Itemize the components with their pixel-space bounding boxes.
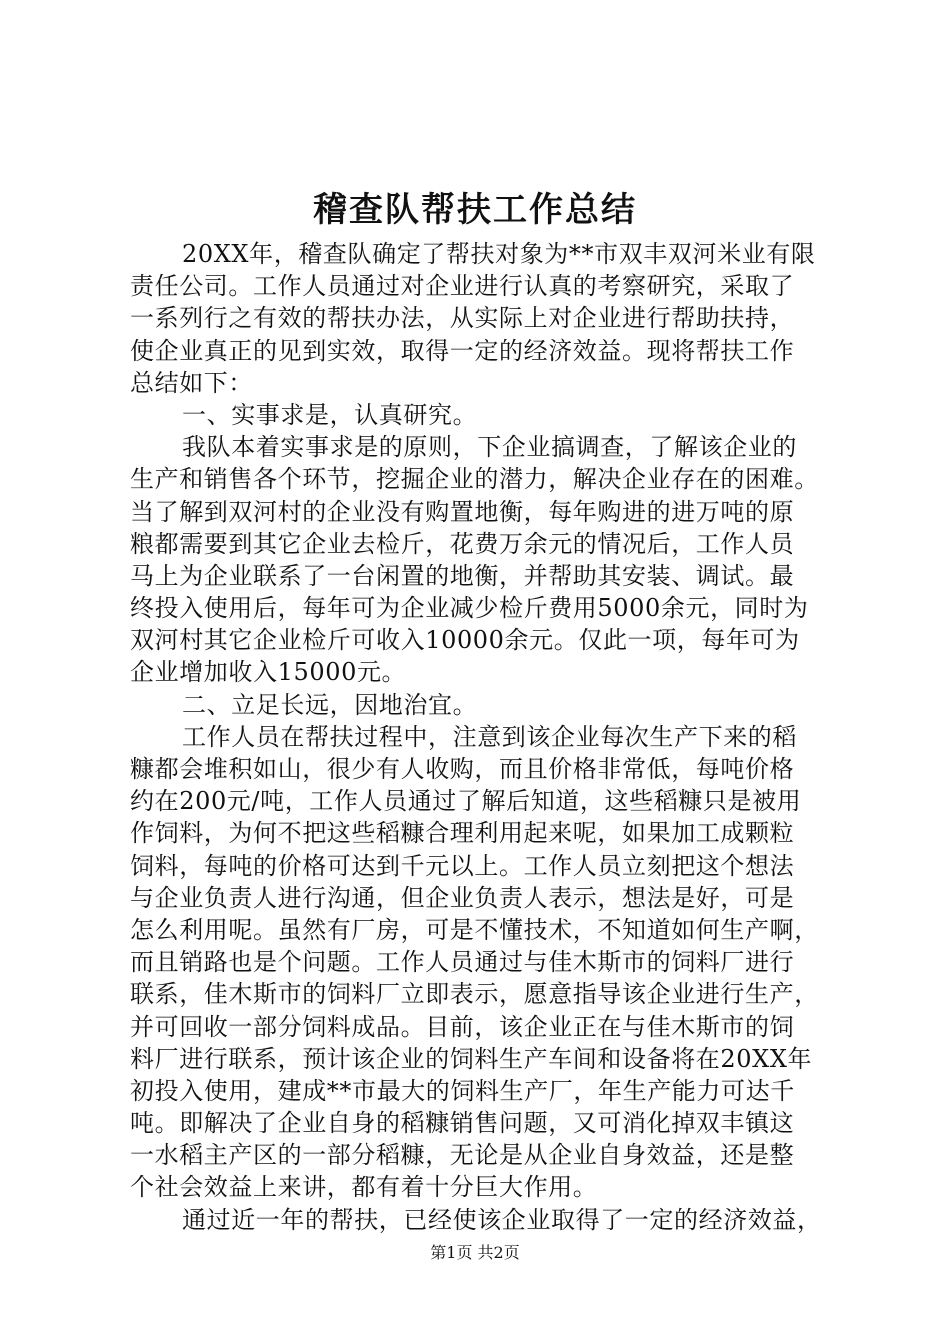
text-line: 使企业真正的见到实效，取得一定的经济效益。现将帮扶工作 bbox=[130, 336, 795, 365]
page-footer: 第1页 共2页 bbox=[430, 1243, 520, 1262]
text-line: 并可回收一部分饲料成品。目前，该企业正在与佳木斯市的饲 bbox=[130, 1012, 795, 1041]
text-line: 初投入使用，建成**市最大的饲料生产厂，年生产能力可达千 bbox=[130, 1076, 795, 1105]
text-line: 而且销路也是个问题。工作人员通过与佳木斯市的饲料厂进行 bbox=[130, 948, 795, 977]
text-line: 作饲料，为何不把这些稻糠合理利用起来呢，如果加工成颗粒 bbox=[130, 819, 795, 848]
text-line: 个社会效益上来讲，都有着十分巨大作用。 bbox=[130, 1173, 598, 1202]
text-line: 联系，佳木斯市的饲料厂立即表示，愿意指导该企业进行生产， bbox=[130, 980, 819, 1009]
text-line: 一水稻主产区的一部分稻糠，无论是从企业自身效益，还是整 bbox=[130, 1141, 795, 1170]
text-line: 粮都需要到其它企业去检斤，花费万余元的情况后，工作人员 bbox=[130, 529, 795, 558]
text-line: 怎么利用呢。虽然有厂房，可是不懂技术，不知道如何生产啊， bbox=[130, 915, 819, 944]
text-line: 马上为企业联系了一台闲置的地衡，并帮助其安装、调试。最 bbox=[130, 561, 795, 590]
document-body bbox=[130, 238, 836, 1236]
text-line: 企业增加收入15000元。 bbox=[130, 658, 407, 687]
text-line: 约在200元/吨，工作人员通过了解后知道，这些稻糠只是被用 bbox=[130, 787, 802, 816]
text-line: 糠都会堆积如山，很少有人收购，而且价格非常低，每吨价格 bbox=[130, 755, 795, 783]
text-line: 总结如下： bbox=[130, 368, 253, 397]
section-heading: 一、实事求是，认真研究。 bbox=[182, 400, 478, 429]
text-line: 饲料，每吨的价格可达到千元以上。工作人员立刻把这个想法 bbox=[130, 851, 795, 880]
text-line: 20XX年，稽查队确定了帮扶对象为**市双丰双河米业有限 bbox=[182, 240, 816, 268]
text-line: 生产和销售各个环节，挖掘企业的潜力，解决企业存在的困难。 bbox=[130, 465, 819, 494]
text-line: 料厂进行联系，预计该企业的饲料生产车间和设备将在20XX年 bbox=[130, 1044, 813, 1073]
text-line: 与企业负责人进行沟通，但企业负责人表示，想法是好，可是 bbox=[130, 883, 795, 912]
text-line: 工作人员在帮扶过程中，注意到该企业每次生产下来的稻 bbox=[182, 722, 797, 751]
text-line: 我队本着实事求是的原则，下企业搞调查，了解该企业的 bbox=[182, 433, 797, 462]
text-line: 通过近一年的帮扶，已经使该企业取得了一定的经济效益， bbox=[182, 1205, 822, 1234]
text-line: 双河村其它企业检斤可收入10000余元。仅此一项，每年可为 bbox=[130, 626, 800, 655]
text-line: 一系列行之有效的帮扶办法，从实际上对企业进行帮助扶持， bbox=[130, 304, 795, 333]
document-title: 稽查队帮扶工作总结 bbox=[313, 190, 637, 230]
text-line: 终投入使用后，每年可为企业减少检斤费用5000余元，同时为 bbox=[130, 594, 809, 623]
text-line: 吨。即解决了企业自身的稻糠销售问题，又可消化掉双丰镇这 bbox=[130, 1109, 795, 1138]
text-line: 责任公司。工作人员通过对企业进行认真的考察研究，采取了 bbox=[130, 272, 795, 301]
section-heading: 二、立足长远，因地治宜。 bbox=[182, 690, 478, 719]
text-line: 当了解到双河村的企业没有购置地衡，每年购进的进万吨的原 bbox=[130, 497, 795, 526]
